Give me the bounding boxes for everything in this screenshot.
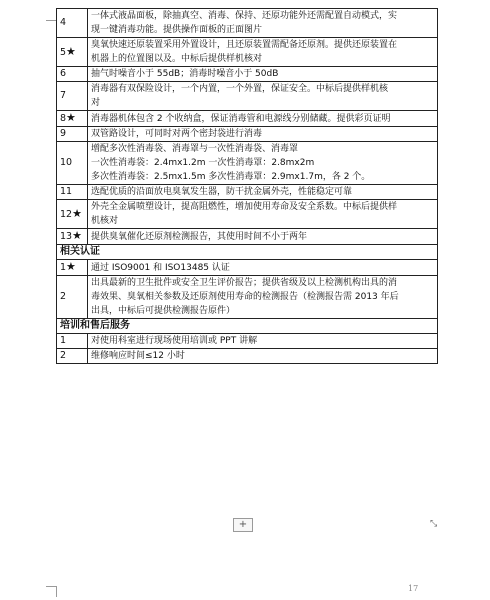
add-row-button[interactable]: + [233, 518, 253, 532]
item-description-cell[interactable] [88, 82, 438, 111]
description-line: 提供臭氧催化还原剂检测报告，其使用时间不小于两年 [91, 231, 308, 242]
spec-table[interactable] [56, 8, 438, 364]
description-line: 出具，中标后可提供检测报告原件） [91, 306, 236, 316]
page-corner-mark-bottom [46, 586, 57, 597]
section-title[interactable]: 培训和售后服务 [57, 319, 438, 334]
section-title[interactable]: 相关认证 [57, 245, 438, 260]
star-icon: ★ [66, 260, 76, 273]
description-line: 维修响应时间≤12 小时 [91, 351, 185, 361]
table-row [57, 142, 438, 185]
item-number-cell[interactable] [57, 260, 88, 276]
item-description-cell[interactable] [88, 349, 438, 364]
description-line: 毒效果、臭氧相关参数及还原剂使用寿命的检测报告（检测报告需 2013 年后 [91, 292, 399, 302]
table-row [57, 82, 438, 111]
description-line: 多次性消毒袋：2.5mx1.5m 多次性消毒罩：2.9mx1.7m，各 2 个。 [91, 172, 371, 182]
item-number: 7 [60, 90, 67, 101]
item-number: 8 [60, 113, 67, 124]
item-number-cell[interactable] [57, 67, 88, 82]
description-line: 对使用科室进行现场使用培训或 PPT 讲解 [91, 336, 258, 346]
item-number-cell[interactable] [57, 185, 88, 200]
item-number: 2 [60, 350, 67, 361]
item-number: 4 [60, 17, 67, 28]
description-line: 机核对 [91, 216, 119, 226]
item-number: 2 [60, 291, 67, 302]
item-number-cell[interactable] [57, 142, 88, 185]
item-number: 9 [60, 128, 67, 139]
table-row [57, 200, 438, 229]
description-line: 消毒器有双保险设计，一个内置，一个外置，保证安全。中标后提供样机核 [91, 84, 389, 94]
item-description-cell[interactable] [88, 67, 438, 82]
table-row [57, 67, 438, 82]
item-number-cell[interactable] [57, 127, 88, 142]
star-icon: ★ [72, 206, 82, 220]
item-number-cell[interactable] [57, 334, 88, 349]
item-number-cell[interactable] [57, 276, 88, 319]
table-row [57, 334, 438, 349]
star-icon: ★ [66, 44, 76, 58]
item-description-cell[interactable] [88, 260, 438, 276]
section-header-row [57, 319, 438, 334]
description-line: 消毒器机体包含 2 个收纳盒，保证消毒管和电源线分别储藏。提供彩页证明 [91, 113, 391, 124]
table-row [57, 276, 438, 319]
item-number: 13 [60, 231, 73, 242]
description-line: 外壳全金属喷塑设计，提高阻燃性，增加使用寿命及安全系数。中标后提供样 [91, 202, 398, 212]
item-description-cell[interactable] [88, 334, 438, 349]
description-line: 臭氧快速还原装置采用外置设计，且还原装置需配备还原剂。提供还原装置在 [91, 40, 398, 50]
table-resize-handle-icon[interactable]: ⤡ [430, 519, 438, 529]
item-description-cell[interactable] [88, 200, 438, 229]
table-row [57, 111, 438, 127]
description-line: 抽气时噪音小于 55dB；消毒时噪音小于 50dB [91, 69, 279, 79]
item-description-cell[interactable] [88, 127, 438, 142]
table-row [57, 185, 438, 200]
table-row [57, 127, 438, 142]
description-line: 通过 ISO9001 和 ISO13485 认证 [91, 262, 230, 273]
item-number: 1 [60, 335, 67, 346]
description-line: 增配多次性消毒袋、消毒罩与一次性消毒袋、消毒罩 [91, 144, 299, 154]
item-number: 1 [60, 262, 67, 273]
item-number-cell[interactable] [57, 349, 88, 364]
item-number: 10 [60, 157, 73, 168]
description-line: 一体式液晶面板，除抽真空、消毒、保持、还原功能外还需配置自动模式，实 [91, 11, 398, 21]
section-header-row [57, 245, 438, 260]
item-number: 12 [60, 208, 73, 220]
item-description-cell[interactable] [88, 142, 438, 185]
description-line: 现一键消毒功能。提供操作面板的正面图片 [91, 25, 263, 35]
item-description-cell[interactable] [88, 276, 438, 319]
item-number: 11 [60, 186, 73, 197]
item-description-cell[interactable] [88, 185, 438, 200]
table-row [57, 9, 438, 38]
item-description-cell[interactable] [88, 229, 438, 245]
item-number-cell[interactable] [57, 229, 88, 245]
star-icon: ★ [72, 229, 82, 242]
description-line: 对 [91, 98, 101, 108]
description-line: 一次性消毒袋：2.4mx1.2m 一次性消毒罩：2.8mx2m [91, 158, 315, 168]
table-row [57, 38, 438, 67]
star-icon: ★ [66, 111, 76, 124]
item-number-cell[interactable] [57, 9, 88, 38]
page-number: 17 [408, 584, 419, 593]
item-number: 5 [60, 46, 67, 58]
item-description-cell[interactable] [88, 9, 438, 38]
item-description-cell[interactable] [88, 38, 438, 67]
item-number: 6 [60, 68, 67, 79]
item-number-cell[interactable] [57, 200, 88, 229]
table-row [57, 229, 438, 245]
description-line: 机器上的位置图以及。中标后提供样机核对 [91, 54, 263, 64]
description-line: 选配优质的沿面放电臭氧发生器，防干扰金属外壳，性能稳定可靠 [91, 187, 353, 197]
item-description-cell[interactable] [88, 111, 438, 127]
item-number-cell[interactable] [57, 38, 88, 67]
description-line: 出具最新的卫生批件或安全卫生评价报告；提供省级及以上检测机构出具的消 [91, 278, 398, 288]
table-row [57, 349, 438, 364]
table-row [57, 260, 438, 276]
description-line: 双管路设计，可同时对两个密封袋进行消毒 [91, 129, 263, 139]
item-number-cell[interactable] [57, 82, 88, 111]
item-number-cell[interactable] [57, 111, 88, 127]
